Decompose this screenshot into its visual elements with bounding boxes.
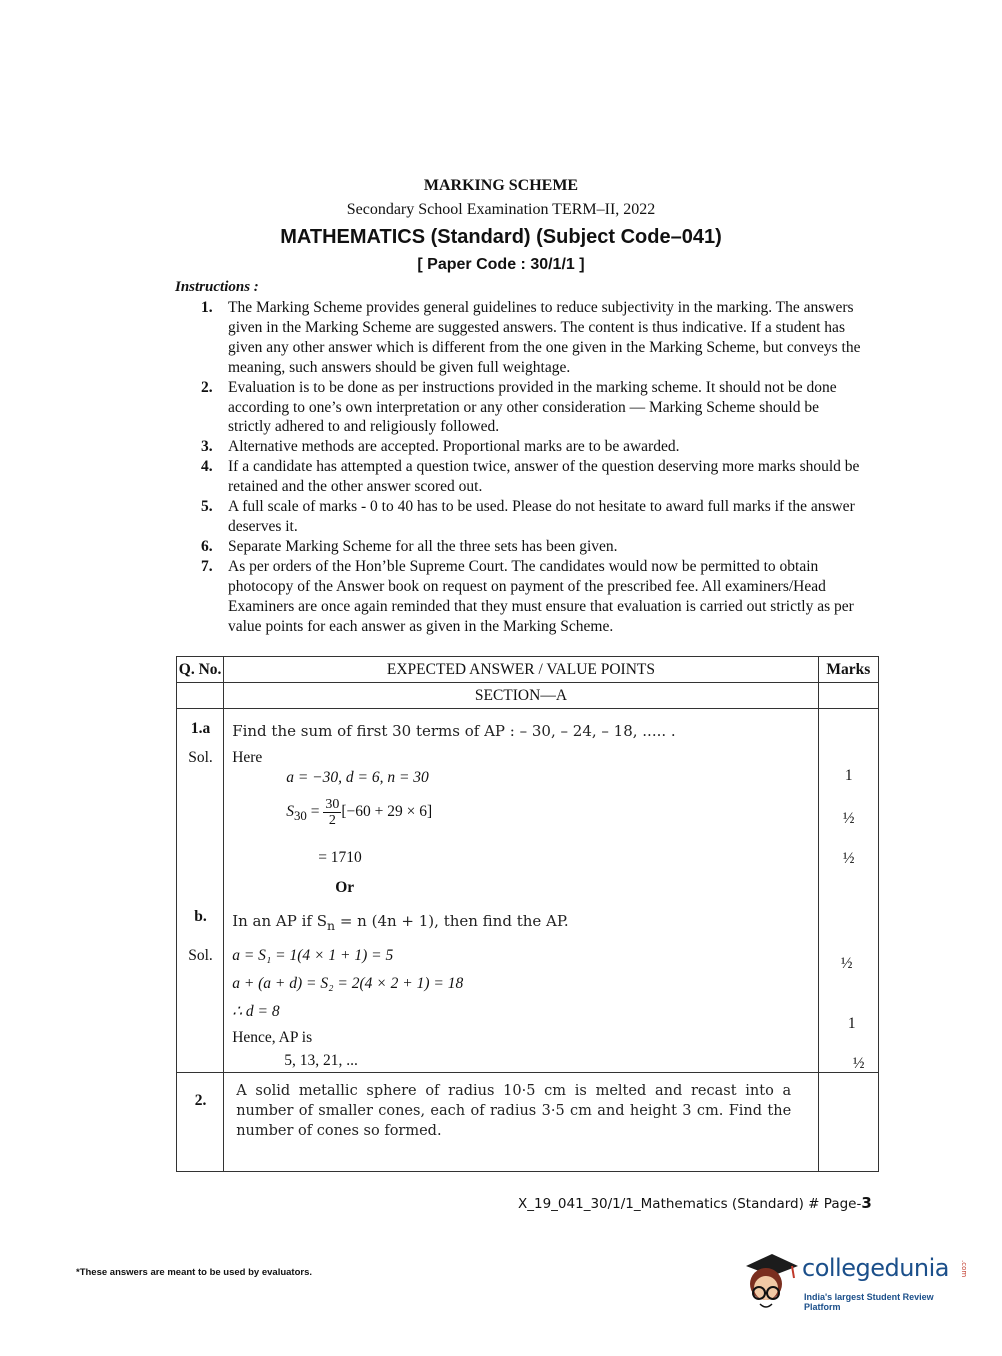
section-blank xyxy=(177,683,224,709)
logo-dotcom: .com xyxy=(960,1260,968,1278)
header-qno: Q. No. xyxy=(177,657,224,683)
q1b-line2: a + (a + d) = S₂ = 2(4 × 2 + 1) = 18 xyxy=(232,975,464,992)
q1a-sol-label: Sol. xyxy=(188,749,213,766)
logo-tagline: India's largest Student Review Platform xyxy=(804,1292,934,1312)
marks-cell xyxy=(818,709,878,1073)
marks-cell xyxy=(818,1073,878,1172)
q1b-question-post: = n (4n + 1), then find the AP. xyxy=(335,912,569,930)
header-answer: EXPECTED ANSWER / VALUE POINTS xyxy=(224,657,819,683)
instruction-number: 2. xyxy=(201,378,213,396)
instruction-item xyxy=(176,537,862,557)
instruction-number: 7. xyxy=(201,557,213,575)
instruction-number: 4. xyxy=(201,458,213,476)
fraction-numerator: 30 xyxy=(325,797,340,812)
answer-cell xyxy=(224,709,819,1073)
mark-value: ½ xyxy=(840,955,853,972)
subject-title: MATHEMATICS (Standard) (Subject Code–041) xyxy=(280,226,722,248)
marking-table xyxy=(176,656,879,1172)
instruction-number: 5. xyxy=(201,498,213,516)
instruction-text: If a candidate has attempted a question twice, answer of the question deserving more marks should be retained and the other answer scored out. xyxy=(228,458,860,496)
q1a-question: Find the sum of first 30 terms of AP : – 30, – 24, – 18, ..... . xyxy=(232,722,676,740)
mark-value: ½ xyxy=(852,1055,865,1072)
mark-value: 1 xyxy=(844,767,853,784)
q1b-question-pre: In an AP if S xyxy=(232,912,327,930)
q1b-label: b. xyxy=(194,908,207,925)
instruction-item xyxy=(176,378,862,438)
page-footer-code xyxy=(518,1194,872,1212)
instruction-item xyxy=(176,557,862,637)
table-row xyxy=(177,709,879,1073)
qno-cell xyxy=(177,709,224,1073)
instruction-item xyxy=(176,497,862,537)
q1b-question-sub: n xyxy=(327,918,336,933)
collegedunia-logo xyxy=(742,1248,972,1318)
fraction xyxy=(323,797,341,828)
instruction-number: 3. xyxy=(201,438,213,456)
s30-subscript: 30 xyxy=(293,808,307,824)
exam-name: Secondary School Examination TERM–II, 2022 xyxy=(346,201,656,218)
s30-bracket: [−60 + 29 × 6] xyxy=(341,803,433,821)
instruction-item xyxy=(176,437,862,457)
page-number: 3 xyxy=(861,1194,872,1212)
header-marks: Marks xyxy=(818,657,878,683)
answer-cell xyxy=(224,1073,819,1172)
mark-value: ½ xyxy=(842,810,855,827)
or-label: Or xyxy=(335,879,355,896)
q1b-line4: Hence, AP is xyxy=(232,1029,313,1046)
q2-question: A solid metallic sphere of radius 10·5 cm is melted and recast into a number of smaller cones, each of radius 3·5 cm and height 3 cm. Find the number of cones so formed. xyxy=(236,1083,792,1139)
instruction-item xyxy=(176,457,862,497)
instruction-text: As per orders of the Hon’ble Supreme Court. The candidates would now be permitted to obtain photocopy of the Answer book on request on payment of the prescribed fee. All examiners/Head Examiners are once again reminded that they must ensure that evaluation is carried out strictly as per value points for each answer as given in the Marking Scheme. xyxy=(228,557,854,635)
evaluator-note: *These answers are meant to be used by evaluators. xyxy=(76,1267,313,1278)
s30-symbol: S xyxy=(286,803,294,821)
instruction-number: 6. xyxy=(201,537,213,555)
instruction-text: Separate Marking Scheme for all the three sets has been given. xyxy=(228,537,618,555)
mark-value: 1 xyxy=(847,1015,856,1032)
qno-cell xyxy=(177,1073,224,1172)
q1b-line5: 5, 13, 21, ... xyxy=(284,1052,358,1069)
instruction-text: The Marking Scheme provides general guidelines to reduce subjectivity in the marking. The answers given in the Marking Scheme are suggested answers. The content is thus indicative. If a student has given any other answer which is different from the one given in the Marking Scheme, but conveys the meaning, such answers should be given full weightage. xyxy=(228,299,861,376)
q1b-line3: ∴ d = 8 xyxy=(232,1003,280,1020)
table-header-row xyxy=(177,657,879,683)
mark-value: ½ xyxy=(842,850,855,867)
paper-code: [ Paper Code : 30/1/1 ] xyxy=(417,256,585,273)
instruction-number: 1. xyxy=(201,299,213,316)
q2-label: 2. xyxy=(194,1092,207,1109)
q1a-label: 1.a xyxy=(190,720,211,737)
footer-code-text: X_19_041_30/1/1_Mathematics (Standard) # Page- xyxy=(518,1196,862,1212)
q1b-question xyxy=(232,912,569,933)
instructions-title: Instructions : xyxy=(175,279,259,295)
q1a-sum-formula xyxy=(286,797,432,828)
section-label: SECTION—A xyxy=(224,683,819,709)
logo-wordmark: collegedunia xyxy=(802,1254,950,1282)
instruction-text: Alternative methods are accepted. Proportional marks are to be awarded. xyxy=(228,438,680,456)
fraction-denominator: 2 xyxy=(328,813,336,828)
scheme-title: MARKING SCHEME xyxy=(423,177,579,194)
s30-equals: = xyxy=(306,803,324,821)
section-row xyxy=(177,683,879,709)
instructions-list xyxy=(176,298,862,636)
q1a-here: Here xyxy=(232,749,263,766)
instruction-text: A full scale of marks - 0 to 40 has to be used. Please do not hesitate to award full marks if the answer deserves it. xyxy=(228,498,855,535)
table-row xyxy=(177,1073,879,1172)
instruction-text: Evaluation is to be done as per instructions provided in the marking scheme. It should not be done according to one’s own interpretation or any other consideration — Marking Scheme should be strictly adhered to and religiously followed. xyxy=(228,378,837,436)
instruction-item xyxy=(176,298,862,378)
q1b-sol-label: Sol. xyxy=(188,947,213,964)
q1b-line1: a = S₁ = 1(4 × 1 + 1) = 5 xyxy=(232,947,394,964)
q1a-given: a = −30, d = 6, n = 30 xyxy=(286,769,429,786)
section-blank xyxy=(818,683,878,709)
q1a-result: = 1710 xyxy=(318,849,362,866)
mascot-icon xyxy=(742,1248,802,1318)
